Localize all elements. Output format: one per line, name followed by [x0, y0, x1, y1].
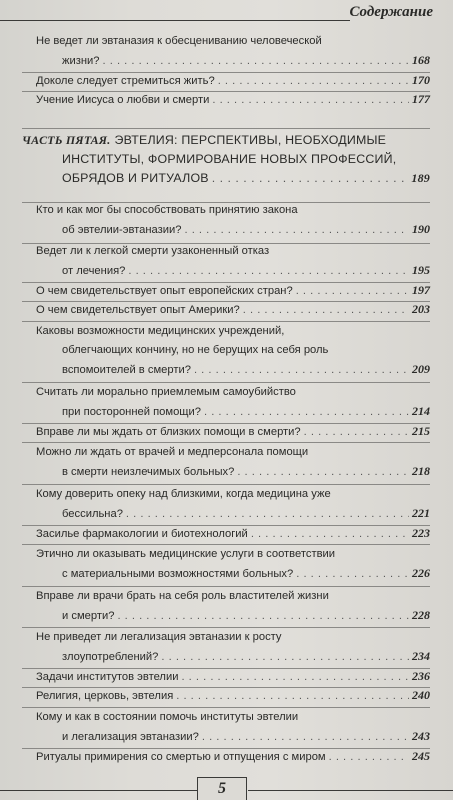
toc-entry: Засилье фармакологии и биотехнологий . . . 223: [36, 526, 430, 542]
toc-page-number: 203: [412, 302, 430, 316]
toc-entry-last-line: в смерти неизлечимых больных? . . . 218: [62, 464, 430, 480]
toc-entry-text: Ведет ли к легкой смерти узаконенный отказ: [36, 245, 270, 257]
toc-page-number: 215: [412, 424, 430, 438]
toc-entry-last-line: бессильна? . . . 221: [62, 506, 430, 522]
part-heading: ЧАСТЬ ПЯТАЯ. ЭВТЕЛИЯ: ПЕРСПЕКТИВЫ, НЕОБХОДИМЫЕ: [22, 133, 387, 147]
toc-entry: Учение Иисуса о любви и смерти . . . 177: [36, 92, 430, 108]
toc-page-number: 223: [412, 526, 430, 540]
toc-page-number: 243: [412, 729, 430, 743]
toc-page-number: 218: [412, 464, 430, 478]
toc-page-number: 234: [412, 649, 430, 663]
toc-entry-text: Этично ли оказывать медицинские услуги в соответствии: [36, 548, 336, 560]
toc-entry: Вправе ли мы ждать от близких помощи в смерти? . . . 215: [36, 424, 430, 440]
toc-entry-last-line: злоупотреблений? . . . 234: [62, 649, 430, 665]
toc-page-number: 170: [412, 73, 430, 87]
entry-separator: [22, 707, 430, 708]
toc-entry-text: Не ведет ли эвтаназия к обесцениванию человеческой: [36, 35, 322, 47]
toc-page-number: 245: [412, 749, 430, 763]
toc-page-number: 236: [412, 669, 430, 683]
toc-entry: Религия, церковь, эвтелия . . . 240: [36, 688, 430, 704]
toc-entry-text: облегчающих кончину, но не берущих на себя роль: [62, 344, 329, 356]
toc-entry-last-line: жизни? . . . 168: [62, 53, 430, 69]
entry-separator: [22, 128, 430, 129]
toc-page-number: 195: [412, 263, 430, 277]
toc-entry: Задачи институтов эвтелии . . . 236: [36, 669, 430, 685]
toc-entry-last-line: от лечения? . . . 195: [62, 263, 430, 279]
toc-entry-last-line: и легализация эвтаназии? . . . 243: [62, 729, 430, 745]
part-heading-last-line: ОБРЯДОВ И РИТУАЛОВ . . . 189: [62, 171, 430, 186]
toc-page-number: 209: [412, 362, 430, 376]
entry-separator: [22, 484, 430, 485]
toc-page-number: 177: [412, 92, 430, 106]
toc-entry-text: Не приведет ли легализация эвтаназии к росту: [36, 631, 282, 643]
toc-entry-last-line: вспомоителей в смерти? . . . 209: [62, 362, 430, 378]
toc-entry-last-line: при посторонней помощи? . . . 214: [62, 404, 430, 420]
toc-entry-text: Кто и как мог бы способствовать принятию закона: [36, 204, 298, 216]
toc-page-number: 221: [412, 506, 430, 520]
toc-page-number: 214: [412, 404, 430, 418]
footer-rule-right: [248, 790, 453, 791]
toc-page-number: 189: [411, 171, 430, 185]
entry-separator: [22, 586, 430, 587]
page-header-title: Содержание: [349, 4, 433, 20]
toc-entry-text: Можно ли ждать от врачей и медперсонала помощи: [36, 446, 309, 458]
footer-rule-left: [0, 790, 197, 791]
toc-page-number: 190: [412, 222, 430, 236]
toc-page-number: 240: [412, 688, 430, 702]
toc-page-number: 228: [412, 608, 430, 622]
entry-separator: [22, 442, 430, 443]
entry-separator: [22, 544, 430, 545]
toc-entry-last-line: и смерти? . . . 228: [62, 608, 430, 624]
entry-separator: [22, 627, 430, 628]
toc-entry-text: Кому и как в состоянии помочь институты эвтелии: [36, 711, 299, 723]
entry-separator: [22, 321, 430, 322]
entry-separator: [22, 382, 430, 383]
part-label: ЧАСТЬ ПЯТАЯ.: [22, 133, 111, 147]
toc-entry-text: Каковы возможности медицинских учреждений,: [36, 325, 285, 337]
toc-entry: Ритуалы примирения со смертью и отпущения с миром . . . 245: [36, 749, 430, 765]
toc-entry-text: Считать ли морально приемлемым самоубийство: [36, 386, 296, 398]
toc-entry-text: Кому доверить опеку над близкими, когда медицина уже: [36, 488, 331, 500]
toc-page-number: 226: [412, 566, 430, 580]
toc-entry: Доколе следует стремиться жить? . . . 170: [36, 73, 430, 89]
page-number: 5: [197, 777, 247, 800]
toc-entry-text: Вправе ли врачи брать на себя роль властителей жизни: [36, 590, 329, 602]
toc-page-number: 197: [412, 283, 430, 297]
toc-entry-last-line: об эвтелии-эвтаназии? . . . 190: [62, 222, 430, 238]
toc-entry-last-line: с материальными возможностями больных? . . . 226: [62, 566, 430, 582]
toc-page-number: 168: [412, 53, 430, 67]
part-heading-line: ИНСТИТУТЫ, ФОРМИРОВАНИЕ НОВЫХ ПРОФЕССИЙ,: [62, 152, 397, 166]
toc-entry: О чем свидетельствует опыт европейских стран? . . . 197: [36, 283, 430, 299]
toc-entry: О чем свидетельствует опыт Америки? . . . 203: [36, 302, 430, 318]
